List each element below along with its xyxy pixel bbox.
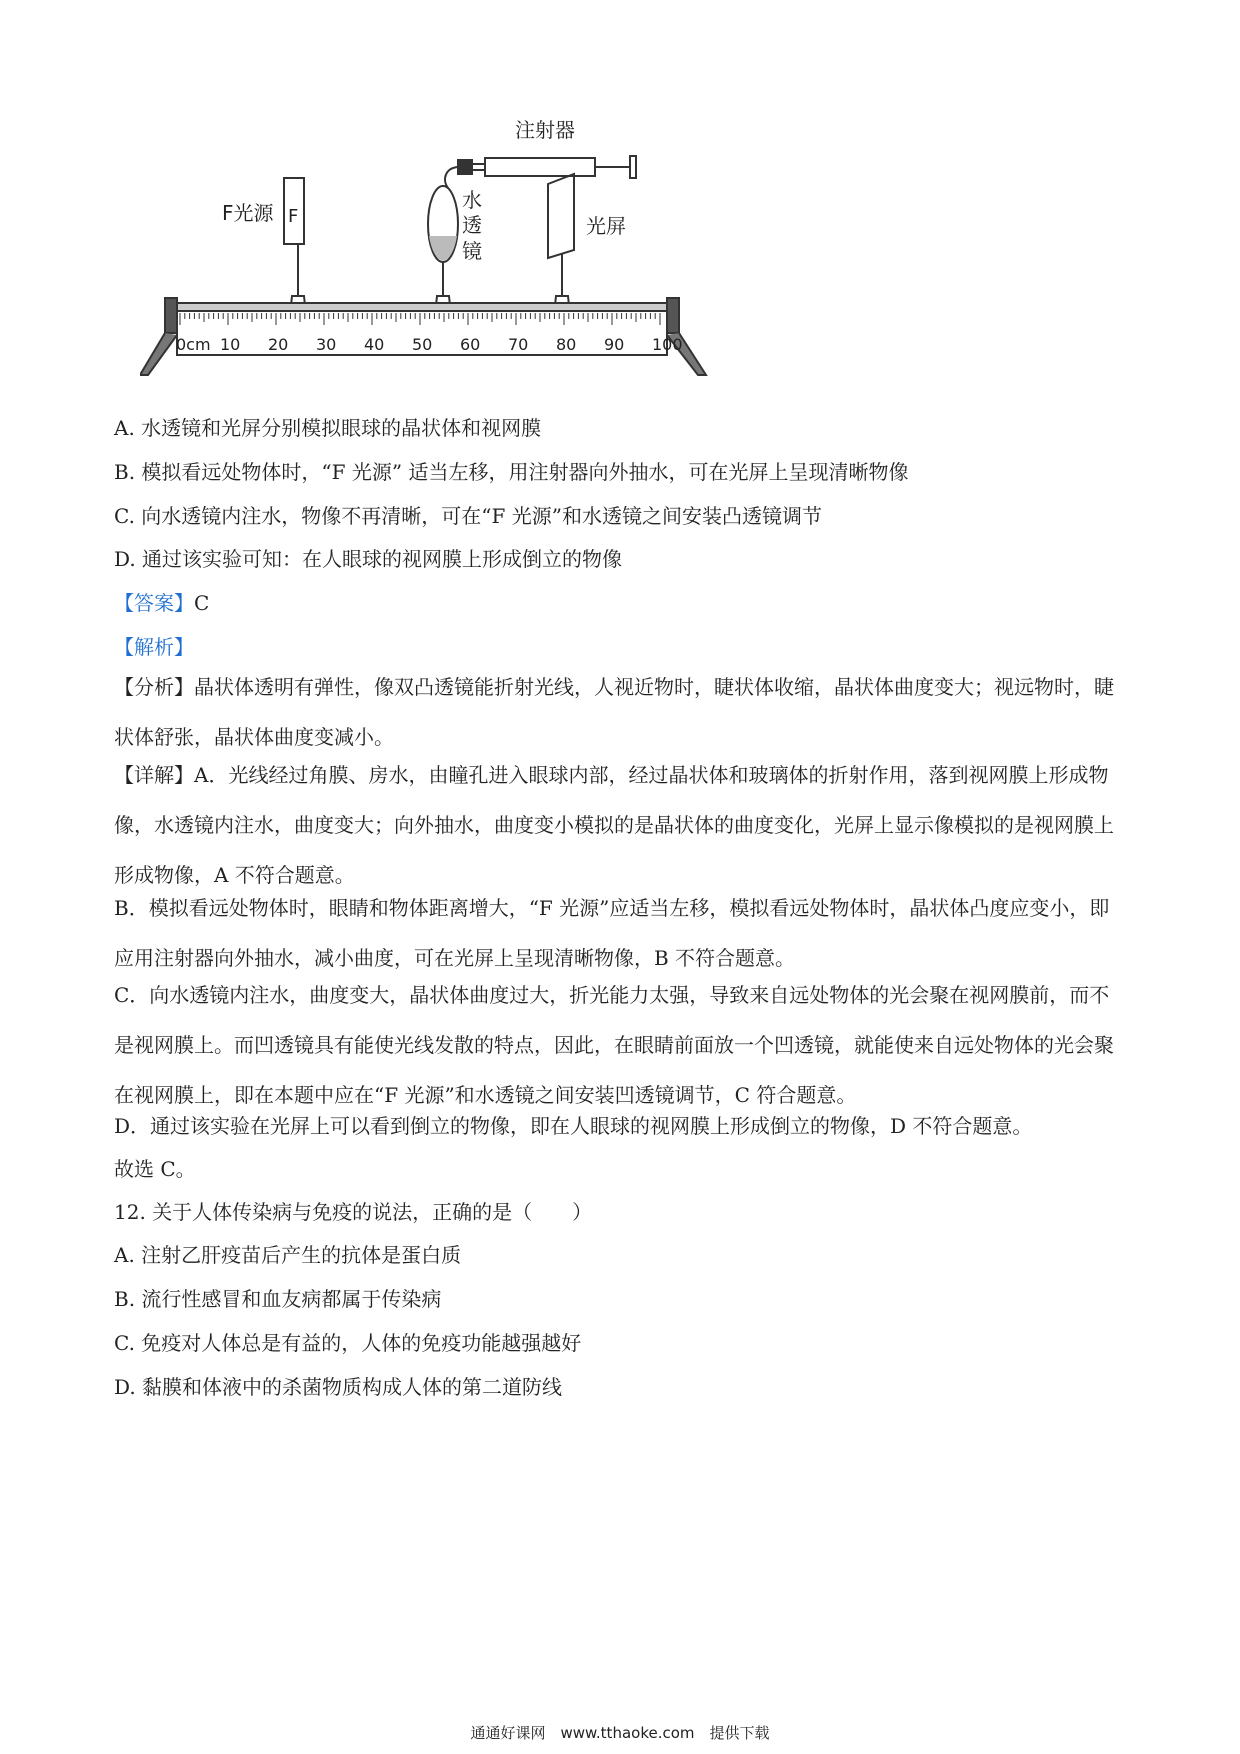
screen-label: 光屏 <box>586 214 626 238</box>
option-d: D. 通过该实验可知：在人眼球的视网膜上形成倒立的物像 <box>114 547 623 571</box>
detail-a-text: A．光线经过角膜、房水，由瞳孔进入眼球内部，经过晶状体和玻璃体的折射作用，落到视网膜上形成物像，水透镜内注水，曲度变大；向外抽水，曲度变小模拟的是晶状体的曲度变化，光屏上显示像模拟的是视网膜上形成物像，A 不符合题意。 <box>114 763 1114 887</box>
analysis-tag: 【解析】 <box>114 635 194 659</box>
option-a: A. 水透镜和光屏分别模拟眼球的晶状体和视网膜 <box>114 416 542 440</box>
f-source-label: F光源 <box>222 201 274 225</box>
analysis-paragraph <box>114 662 1124 762</box>
f-letter: F <box>288 206 299 227</box>
question-12-stem: 12. 关于人体传染病与免疫的说法，正确的是（ ） <box>114 1200 593 1224</box>
ruler-label: 40 <box>364 335 385 354</box>
ruler-label: 80 <box>556 335 577 354</box>
ruler-label: 50 <box>412 335 433 354</box>
q12-option-b: B. 流行性感冒和血友病都属于传染病 <box>114 1287 442 1311</box>
ruler-label: 20 <box>268 335 289 354</box>
ruler-label: 0cm <box>176 335 211 354</box>
lens-label-3: 镜 <box>462 239 482 263</box>
answer-tag: 【答案】 <box>114 591 194 615</box>
fenxi-tag: 【分析】 <box>114 675 194 699</box>
lens-label-2: 透 <box>462 213 482 237</box>
ruler-label: 90 <box>604 335 625 354</box>
ruler-label: 70 <box>508 335 529 354</box>
ruler-label: 60 <box>460 335 481 354</box>
optics-experiment-diagram <box>140 110 820 430</box>
water-lens <box>428 186 458 315</box>
fenxi-text: 晶状体透明有弹性，像双凸透镜能折射光线，人视近物时，睫状体收缩，晶状体曲度变大；视远物时，睫状体舒张，晶状体曲度变减小。 <box>114 675 1114 749</box>
q12-option-a: A. 注射乙肝疫苗后产生的抗体是蛋白质 <box>114 1243 462 1267</box>
analysis-heading <box>114 633 194 661</box>
ruler-label: 10 <box>220 335 241 354</box>
detail-b-paragraph: B．模拟看远处物体时，眼睛和物体距离增大，“F 光源”应适当左移，模拟看远处物体时，晶状体凸度应变小，即应用注射器向外抽水，减小曲度，可在光屏上呈现清晰物像，B 不符合题意。 <box>114 896 1110 970</box>
light-screen <box>548 174 574 315</box>
footer: 通通好课网 www.tthaoke.com 提供下载 <box>470 1724 770 1742</box>
conclusion: 故选 C。 <box>114 1157 196 1181</box>
q12-option-d: D. 黏膜和体液中的杀菌物质构成人体的第二道防线 <box>114 1375 563 1399</box>
syringe-label: 注射器 <box>515 118 575 142</box>
f-light-source <box>284 178 306 315</box>
answer-value: C <box>194 591 210 615</box>
lens-label-1: 水 <box>462 188 482 212</box>
xiangjie-tag: 【详解】 <box>114 763 194 787</box>
detail-a-paragraph <box>114 750 1124 900</box>
answer-line <box>114 589 209 617</box>
option-c: C. 向水透镜内注水，物像不再清晰，可在“F 光源”和水透镜之间安装凸透镜调节 <box>114 504 822 528</box>
option-b: B. 模拟看远处物体时，“F 光源” 适当左移，用注射器向外抽水，可在光屏上呈现清晰物像 <box>114 460 909 484</box>
ruler-label: 100 <box>652 335 683 354</box>
detail-c-paragraph: C．向水透镜内注水，曲度变大，晶状体曲度过大，折光能力太强，导致来自远处物体的光会聚在视网膜前，而不是视网膜上。而凹透镜具有能使光线发散的特点，因此，在眼睛前面放一个凹透镜，就能使来自远处物体的光会聚在视网膜上，即在本题中应在“F 光源”和水透镜之间安装凹透镜调节，C 符合题意。 <box>114 983 1114 1107</box>
ruler-label: 30 <box>316 335 337 354</box>
q12-option-c: C. 免疫对人体总是有益的，人体的免疫功能越强越好 <box>114 1331 582 1355</box>
syringe <box>445 156 636 188</box>
detail-d-paragraph: D．通过该实验在光屏上可以看到倒立的物像，即在人眼球的视网膜上形成倒立的物像，D 不符合题意。 <box>114 1114 1033 1138</box>
